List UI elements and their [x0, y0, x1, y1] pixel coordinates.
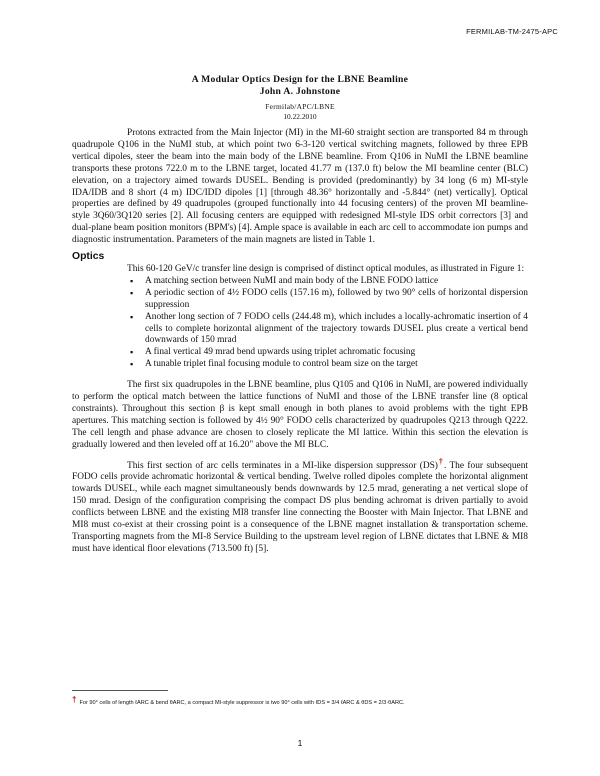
list-item: ▪ A matching section between NuMI and main body of the LBNE FODO lattice — [130, 276, 528, 288]
date: 10.22.2010 — [283, 112, 317, 121]
intro-paragraph: Protons extracted from the Main Injector (MI) in the MI-60 straight section are transported 84 m through quadrupole Q106 in the NuMI stub, at which point two 6-3-120 vertical switching magnets, followed by three EPB vertical dipoles, steer the beam into the main body of the LBNE beamline. From Q106 in NuMI the LBNE beamline transports these protons 722.0 m to the LBNE target, located 41.77 m (137.0 ft) below the MI beamline center (BLC) elevation, on a trajectory aimed towards DUSEL. Bending is provided (predominantly) by 34 long (6 m) MI-style IDA/IDB and 8 short (4 m) IDC/IDD dipoles [1] [through 48.36° horizontally and -5.844° (net) vertically]. Optical properties are defined by 49 quadrupoles (grouped functionally into 44 focusing centers) of the proven MI beamline-style 3Q60/3Q120 series [2]. All focusing centers are equipped with redesigned MI-style IDS orbit correctors [3] and dual-plane beam position monitors (BPM's) [4]. Ample space is available in each arc cell to accommodate ion pumps and diagnostic instrumentation. Parameters of the main magnets are listed in Table 1. — [72, 128, 528, 246]
list-item: ▪ A tunable triplet final focusing module to control beam size on the target — [130, 359, 528, 371]
optics-paragraph-3 — [72, 456, 529, 556]
footnote-marker[interactable]: † — [437, 456, 444, 466]
optics-paragraph-2: The first six quadrupoles in the LBNE beamline, plus Q105 and Q106 in NuMI, are powered individually to perform the optical match between the lattice functions of NuMI and those of the LBNE transfer line (8 optical constraints). Throughout this section β is kept small enough in both planes to avoid problems with the tight EPB apertures. This matching section is followed by 4½ 90° FODO cells characterized by quadrupoles Q213 through Q222. The cell length and phase advance are chosen to closely replicate the MI lattice. Within this section the elevation is gradually lowered and then leveled off at 16.20" above the MI BLC. — [72, 380, 528, 450]
paragraph-3-end: . The four subsequent FODO cells provide achromatic horizontal & vertical bending. Twelve rolled dipoles complete the horizontal alignment towards DUSEL, while each magnet simultaneously bends downwards by 12.5 mrad, generating a net vertical slope of 150 mrad. Design of the configuration comprising the compact DS plus bending achromat is driven partially to avoid conflicts between LBNE and the existing MI8 transfer line connecting the Booster with Main Injector. That LBNE and MI8 must co-exist at their crossing point is a consequence of the LBNE magnet installation & transportation scheme. Transporting magnets from the MI-8 Service Building to the upstream level region of LBNE dictates that LBNE & MI8 must have identical floor elevations (713.500 ft) [5]. — [72, 460, 529, 554]
list-item: ▪ A final vertical 49 mrad bend upwards using triplet achromatic focusing — [130, 347, 528, 359]
body-text — [72, 128, 528, 556]
paper-title: A Modular Optics Design for the LBNE Beamline — [191, 74, 409, 85]
optics-intro: This 60-120 GeV/c transfer line design is comprised of distinct optical modules, as illustrated in Figure 1: — [127, 263, 525, 274]
footnote-text: For 90° cells of length ℓARC & bend θARC, a compact MI-style suppressor is two 90° cells with ℓDS = 3/4 ℓARC & θDS = 2/3·θARC. — [79, 700, 405, 706]
list-item: ▪ Another long section of 7 FODO cells (244.48 m), which includes a locally-achromatic insertion of 4 cells to complete horizontal alignment of the trajectory towards DUSEL plus create a vertical bend downwards of 150 mrad — [130, 312, 528, 348]
affiliation: Fermilab/APC/LBNE — [265, 102, 335, 111]
footnote — [72, 695, 532, 707]
optics-module-list — [72, 276, 528, 371]
report-id: FERMILAB-TM-2475-APC — [466, 27, 558, 36]
author-name: John A. Johnstone — [259, 86, 341, 97]
footnote-symbol: † — [72, 695, 77, 704]
page-number: 1 — [297, 738, 303, 748]
paragraph-3-start: This first section of arc cells terminates in a MI-like dispersion suppressor (DS) — [127, 460, 438, 471]
section-heading-optics: Optics — [72, 251, 105, 263]
list-item: ▪ A periodic section of 4½ FODO cells (157.16 m), followed by two 90° cells of horizontal dispersion suppression — [130, 288, 528, 312]
title-block — [0, 74, 600, 121]
footnote-divider — [72, 690, 168, 691]
